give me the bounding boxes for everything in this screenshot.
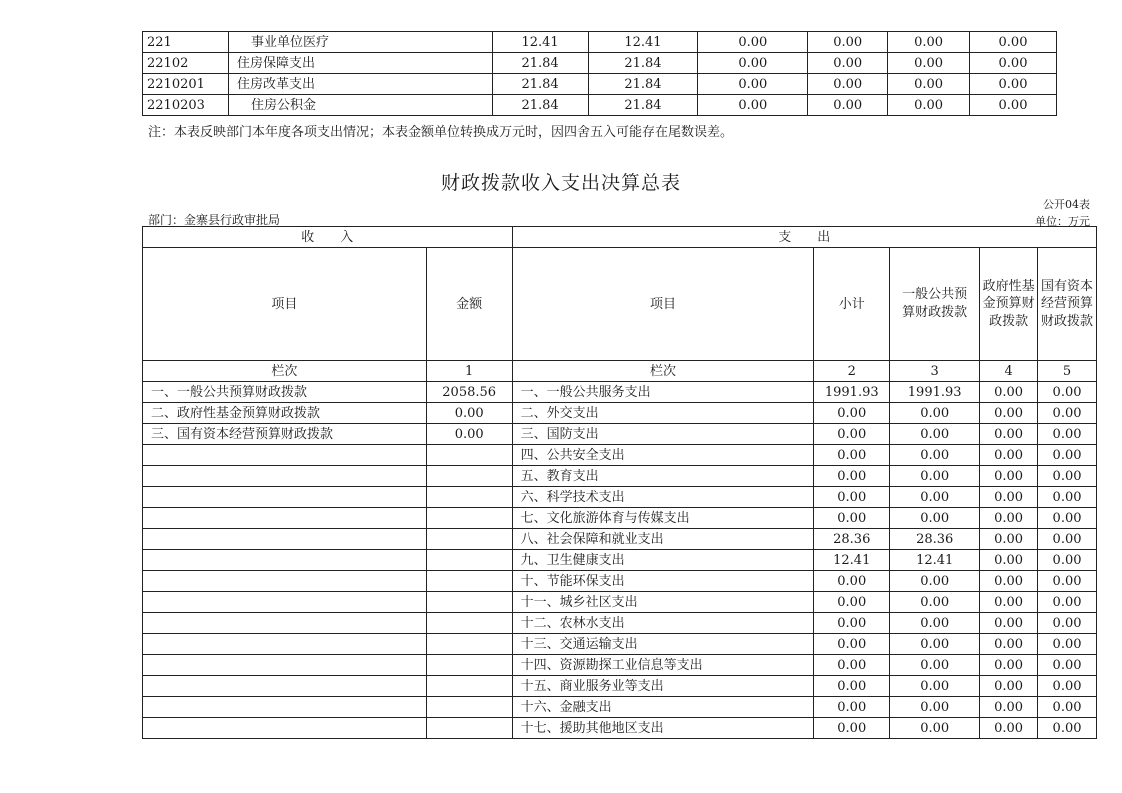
expense-value: 0.00 (980, 403, 1038, 424)
row-value: 0.00 (808, 53, 888, 74)
expense-value: 0.00 (1038, 403, 1097, 424)
expense-value: 0.00 (980, 445, 1038, 466)
income-amount (426, 571, 512, 592)
expense-item: 五、教育支出 (512, 466, 814, 487)
expense-value: 0.00 (890, 676, 980, 697)
row-value: 0.00 (808, 95, 888, 116)
row-value: 0.00 (888, 32, 970, 53)
income-amount (426, 508, 512, 529)
table-row (143, 445, 1097, 466)
expense-value: 12.41 (814, 550, 890, 571)
expense-value: 0.00 (814, 403, 890, 424)
income-item (143, 508, 427, 529)
table-row (143, 592, 1097, 613)
income-item (143, 529, 427, 550)
table-row (143, 634, 1097, 655)
expense-value: 0.00 (890, 655, 980, 676)
table-row (143, 74, 1057, 95)
row-value: 0.00 (698, 95, 808, 116)
expense-value: 12.41 (890, 550, 980, 571)
expense-value: 0.00 (890, 592, 980, 613)
expense-value: 0.00 (1038, 508, 1097, 529)
expense-item: 十四、资源勘探工业信息等支出 (512, 655, 814, 676)
income-amount (426, 550, 512, 571)
expense-value: 0.00 (814, 508, 890, 529)
expense-value: 0.00 (814, 445, 890, 466)
row-value: 0.00 (970, 53, 1057, 74)
expense-value: 0.00 (890, 697, 980, 718)
expense-value: 0.00 (814, 718, 890, 739)
table-note: 注：本表反映部门本年度各项支出情况；本表金额单位转换成万元时，因四舍五入可能存在尾数误差。 (148, 125, 734, 140)
expense-value: 0.00 (814, 634, 890, 655)
table-row (143, 382, 1097, 403)
expense-item: 四、公共安全支出 (512, 445, 814, 466)
row-value: 0.00 (698, 74, 808, 95)
expense-value: 0.00 (1038, 487, 1097, 508)
row-value: 0.00 (970, 32, 1057, 53)
expense-value: 0.00 (814, 487, 890, 508)
row-value: 12.41 (588, 32, 698, 53)
income-item: 二、政府性基金预算财政拨款 (143, 403, 427, 424)
gov-fund-header: 政府性基金预算财政拨款 (980, 248, 1038, 361)
table-row (143, 95, 1057, 116)
row-value: 21.84 (492, 95, 588, 116)
income-item (143, 655, 427, 676)
expense-value: 0.00 (1038, 697, 1097, 718)
row-value: 0.00 (808, 32, 888, 53)
income-amount (426, 529, 512, 550)
expense-value: 0.00 (814, 613, 890, 634)
expense-header: 支 出 (512, 227, 1096, 248)
table-row (143, 655, 1097, 676)
col-num-3: 3 (890, 361, 980, 382)
expense-value: 0.00 (980, 466, 1038, 487)
expense-value: 0.00 (1038, 676, 1097, 697)
expense-value: 1991.93 (814, 382, 890, 403)
table-row (143, 718, 1097, 739)
income-amount (426, 613, 512, 634)
table-row (143, 613, 1097, 634)
expense-value: 0.00 (1038, 634, 1097, 655)
expense-detail-table-continued (142, 31, 1057, 116)
expense-value: 0.00 (1038, 613, 1097, 634)
row-value: 0.00 (808, 74, 888, 95)
table-row (143, 571, 1097, 592)
page-title: 财政拨款收入支出决算总表 (440, 172, 681, 194)
department-label: 部门：金寨县行政审批局 (148, 213, 281, 227)
table-row (143, 466, 1097, 487)
table-row (143, 32, 1057, 53)
expense-value: 0.00 (890, 571, 980, 592)
income-amount (426, 634, 512, 655)
row-value: 21.84 (492, 53, 588, 74)
row-value: 12.41 (492, 32, 588, 53)
expense-value: 0.00 (890, 613, 980, 634)
income-amount (426, 676, 512, 697)
expense-item: 十一、城乡社区支出 (512, 592, 814, 613)
expense-item: 十、节能环保支出 (512, 571, 814, 592)
income-amount (426, 718, 512, 739)
row-name: 住房保障支出 (228, 53, 492, 74)
expense-value: 0.00 (980, 487, 1038, 508)
row-code: 2210201 (143, 74, 229, 95)
general-budget-header: 一般公共预算财政拨款 (890, 248, 980, 361)
income-item: 三、国有资本经营预算财政拨款 (143, 424, 427, 445)
income-amount-header: 金额 (426, 248, 512, 361)
income-header: 收 入 (143, 227, 513, 248)
expense-item: 十五、商业服务业等支出 (512, 676, 814, 697)
income-item (143, 571, 427, 592)
row-name: 住房公积金 (228, 95, 492, 116)
income-amount (426, 466, 512, 487)
row-value: 21.84 (588, 95, 698, 116)
expense-item: 十七、援助其他地区支出 (512, 718, 814, 739)
expense-value: 0.00 (890, 634, 980, 655)
expense-value: 0.00 (1038, 529, 1097, 550)
income-amount: 0.00 (426, 403, 512, 424)
income-item (143, 718, 427, 739)
table-row (143, 403, 1097, 424)
unit-label: 单位：万元 (1035, 215, 1090, 228)
expense-value: 0.00 (1038, 571, 1097, 592)
income-amount (426, 655, 512, 676)
table-row (143, 424, 1097, 445)
expense-value: 28.36 (890, 529, 980, 550)
expense-value: 0.00 (890, 718, 980, 739)
income-item (143, 445, 427, 466)
expense-value: 0.00 (980, 424, 1038, 445)
expense-value: 0.00 (814, 655, 890, 676)
table-row (143, 487, 1097, 508)
row-name: 事业单位医疗 (228, 32, 492, 53)
income-amount (426, 697, 512, 718)
expense-value: 0.00 (890, 508, 980, 529)
expense-value: 0.00 (890, 445, 980, 466)
expense-column-label: 栏次 (512, 361, 814, 382)
row-value: 0.00 (698, 32, 808, 53)
expense-value: 0.00 (980, 634, 1038, 655)
income-item (143, 466, 427, 487)
expense-value: 0.00 (1038, 550, 1097, 571)
expense-value: 0.00 (980, 613, 1038, 634)
income-amount (426, 487, 512, 508)
col-num-4: 4 (980, 361, 1038, 382)
expense-value: 0.00 (980, 529, 1038, 550)
table-row (143, 550, 1097, 571)
income-item (143, 592, 427, 613)
row-value: 0.00 (970, 74, 1057, 95)
expense-value: 0.00 (890, 403, 980, 424)
col-num-2: 2 (814, 361, 890, 382)
expense-value: 0.00 (980, 655, 1038, 676)
subtotal-header: 小计 (814, 248, 890, 361)
row-name: 住房改革支出 (228, 74, 492, 95)
expense-item: 十二、农林水支出 (512, 613, 814, 634)
income-item-header: 项目 (143, 248, 427, 361)
table-row (143, 697, 1097, 718)
income-amount: 2058.56 (426, 382, 512, 403)
col-num-5: 5 (1038, 361, 1097, 382)
expense-item: 九、卫生健康支出 (512, 550, 814, 571)
row-value: 0.00 (888, 74, 970, 95)
income-item: 一、一般公共预算财政拨款 (143, 382, 427, 403)
expense-value: 0.00 (980, 382, 1038, 403)
expense-item: 二、外交支出 (512, 403, 814, 424)
row-code: 221 (143, 32, 229, 53)
income-amount: 0.00 (426, 424, 512, 445)
expense-value: 0.00 (814, 676, 890, 697)
table-row (143, 53, 1057, 74)
row-value: 0.00 (888, 53, 970, 74)
table-row (143, 508, 1097, 529)
expense-value: 0.00 (814, 571, 890, 592)
expense-item: 七、文化旅游体育与传媒支出 (512, 508, 814, 529)
expense-item: 三、国防支出 (512, 424, 814, 445)
row-value: 21.84 (588, 53, 698, 74)
expense-value: 1991.93 (890, 382, 980, 403)
expense-item: 一、一般公共服务支出 (512, 382, 814, 403)
row-value: 0.00 (970, 95, 1057, 116)
expense-value: 0.00 (1038, 592, 1097, 613)
expense-value: 0.00 (980, 676, 1038, 697)
table-row (143, 676, 1097, 697)
expense-value: 0.00 (814, 424, 890, 445)
col-num-1: 1 (426, 361, 512, 382)
income-item (143, 697, 427, 718)
expense-value: 0.00 (980, 592, 1038, 613)
row-value: 21.84 (588, 74, 698, 95)
row-code: 2210203 (143, 95, 229, 116)
expense-value: 0.00 (980, 550, 1038, 571)
income-item (143, 634, 427, 655)
expense-value: 0.00 (980, 571, 1038, 592)
expense-value: 0.00 (1038, 445, 1097, 466)
expense-value: 0.00 (1038, 466, 1097, 487)
expense-value: 0.00 (1038, 655, 1097, 676)
row-value: 0.00 (698, 53, 808, 74)
expense-value: 0.00 (890, 424, 980, 445)
income-amount (426, 592, 512, 613)
expense-value: 0.00 (980, 508, 1038, 529)
expense-item: 六、科学技术支出 (512, 487, 814, 508)
expense-value: 0.00 (1038, 382, 1097, 403)
expense-value: 0.00 (980, 718, 1038, 739)
income-column-label: 栏次 (143, 361, 427, 382)
expense-value: 0.00 (890, 466, 980, 487)
income-item (143, 487, 427, 508)
expense-value: 0.00 (890, 487, 980, 508)
income-item (143, 613, 427, 634)
income-amount (426, 445, 512, 466)
row-code: 22102 (143, 53, 229, 74)
expense-item: 八、社会保障和就业支出 (512, 529, 814, 550)
expense-value: 0.00 (814, 466, 890, 487)
table-row (143, 529, 1097, 550)
expense-item: 十六、金融支出 (512, 697, 814, 718)
expense-value: 0.00 (1038, 718, 1097, 739)
row-value: 0.00 (888, 95, 970, 116)
expense-value: 0.00 (814, 592, 890, 613)
income-item (143, 676, 427, 697)
income-item (143, 550, 427, 571)
expense-value: 0.00 (1038, 424, 1097, 445)
expense-value: 0.00 (980, 697, 1038, 718)
expense-value: 0.00 (814, 697, 890, 718)
expense-item: 十三、交通运输支出 (512, 634, 814, 655)
expense-value: 28.36 (814, 529, 890, 550)
table-code: 公开04表 (1043, 198, 1090, 211)
expense-item-header: 项目 (512, 248, 814, 361)
fiscal-summary-table (142, 226, 1097, 739)
row-value: 21.84 (492, 74, 588, 95)
state-capital-header: 国有资本经营预算财政拨款 (1038, 248, 1097, 361)
